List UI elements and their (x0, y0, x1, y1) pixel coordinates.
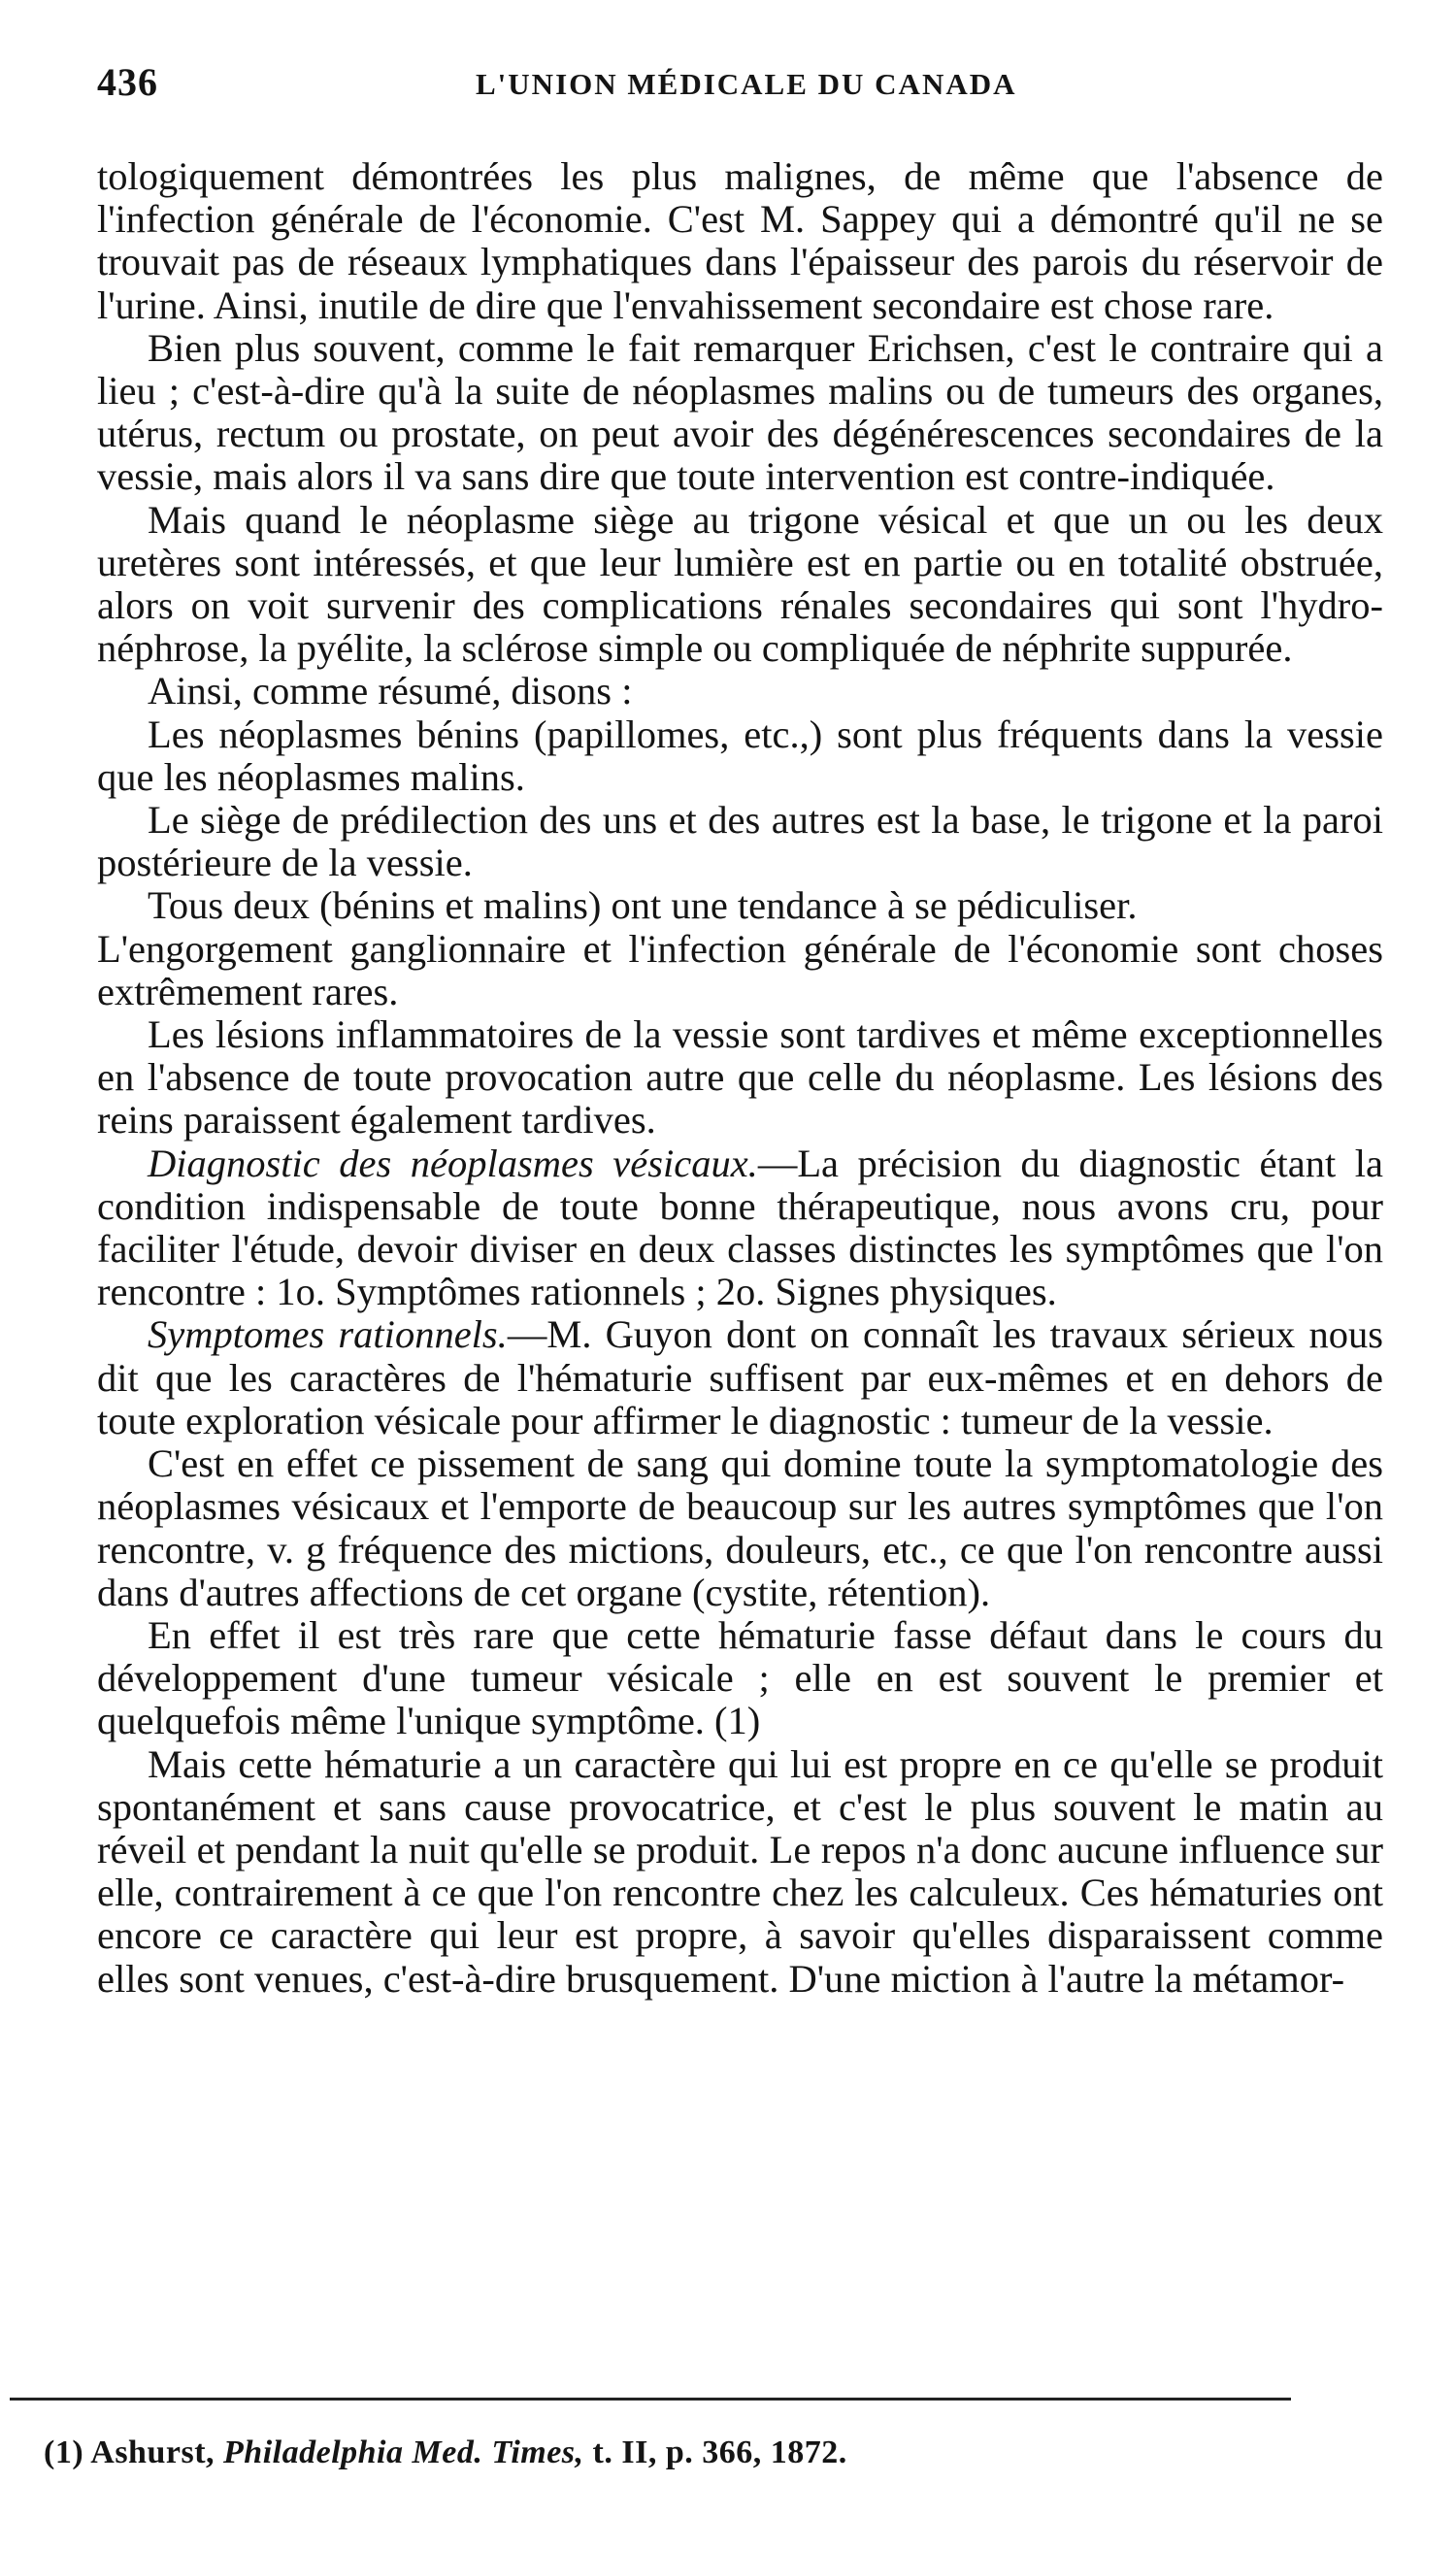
footnote (44, 2434, 847, 2471)
paragraph-text: Ainsi, comme résumé, disons : (148, 669, 633, 713)
paragraph (97, 499, 1383, 671)
paragraph-text: Les lésions inflammatoires de la vessie sont tardives et même exceptionnelles en l'absence de toute provocation autre que celle du néoplasme. Les lésions des reins paraissent également tardives. (97, 1012, 1383, 1143)
page-number: 436 (97, 60, 158, 104)
paragraph (97, 670, 1383, 712)
paragraph-text: —La précision du diagnostic étant la condition indispensable de toute bonne thérapeutique, nous avons cru, pour faciliter l'étude, devoir diviser en deux classes distinctes les symptômes que l'on rencontre : 1o. Symptômes rationnels ; 2o. Signes physiques. (97, 1141, 1383, 1314)
paragraph (97, 1013, 1383, 1143)
paragraph-text: Mais quand le néoplasme siège au trigone vésical et que un ou les deux uretères sont intéressés, et que leur lumière est en partie ou en totalité obstruée, alors on voit survenir des complications rénales secondaires qui sont l'hydro-néphrose, la pyélite, la sclérose simple ou compliquée de néphrite suppurée. (97, 497, 1383, 671)
paragraph (97, 799, 1383, 884)
paragraph (97, 884, 1383, 927)
section-heading: Diagnostic des néoplasmes vésicaux. (148, 1141, 758, 1185)
paragraph (97, 1442, 1383, 1614)
paragraph (97, 1743, 1383, 2001)
paragraph-text: C'est en effet ce pissement de sang qui domine toute la symptomatologie des néoplasmes vésicaux et l'emporte de beaucoup sur les autres symptômes que l'on rencontre, v. g fréquence des mictions, douleurs, etc., ce que l'on rencontre aussi dans d'autres affections de cet organe (cystite, rétention). (97, 1441, 1383, 1614)
paragraph-text: Le siège de prédilection des uns et des autres est la base, le trigone et la paroi postérieure de la vessie. (97, 798, 1383, 885)
paragraph-text: Bien plus souvent, comme le fait remarquer Erichsen, c'est le contraire qui a lieu ; c'est-à-dire qu'à la suite de néoplasmes malins ou de tumeurs des organes, utérus, rectum ou prostate, on peut avoir des dégénérescences secondaires de la vessie, mais alors il va sans dire que toute intervention est contre-indiquée. (97, 325, 1383, 499)
footnote-rule (10, 2398, 1291, 2401)
paragraph-text: Les néoplasmes bénins (papillomes, etc.,) sont plus fréquents dans la vessie que les néoplasmes malins. (97, 712, 1383, 799)
paragraph (97, 327, 1383, 499)
paragraph (97, 155, 1383, 327)
footnote-journal: Philadelphia Med. Times, (223, 2434, 584, 2470)
paragraph (97, 1313, 1383, 1442)
footnote-suffix: t. II, p. 366, 1872. (583, 2434, 847, 2470)
running-head: L'UNION MÉDICALE DU CANADA (476, 67, 1017, 101)
paragraph-text: L'engorgement ganglionnaire et l'infection générale de l'économie sont choses extrêmement rares. (97, 926, 1383, 1013)
footnote-prefix: (1) Ashurst, (44, 2434, 224, 2470)
paragraph (97, 928, 1383, 1013)
paragraph-text: En effet il est très rare que cette hématurie fasse défaut dans le cours du développement d'une tumeur vésicale ; elle en est souvent le premier et quelquefois même l'unique symptôme. (1) (97, 1612, 1383, 1743)
paragraph (97, 1614, 1383, 1743)
document-page (97, 53, 1403, 2001)
body-text (97, 155, 1383, 2001)
paragraph-text: —M. Guyon dont on connaît les travaux sérieux nous dit que les caractères de l'hématurie suffisent par eux-mêmes et en dehors de toute exploration vésicale pour affirmer le diagnostic : tumeur de la vessie. (97, 1312, 1384, 1442)
paragraph-text: Tous deux (bénins et malins) ont une tendance à se pédiculiser. (148, 883, 1138, 928)
paragraph-text: Mais cette hématurie a un caractère qui lui est propre en ce qu'elle se produit spontanément et sans cause provocatrice, et c'est le plus souvent le matin au réveil et pendant la nuit qu'elle se produit. Le repos n'a donc aucune influence sur elle, contrairement à ce que l'on rencontre chez les calculeux. Ces hématuries ont encore ce caractère qui leur est propre, à savoir qu'elles disparaissent comme elles sont venues, c'est-à-dire brusquement. D'une miction à l'autre la métamor- (97, 1741, 1383, 2001)
section-heading: Symptomes rationnels. (148, 1312, 508, 1357)
page-header (97, 53, 1403, 112)
paragraph (97, 713, 1383, 799)
paragraph-text: tologiquement démontrées les plus malignes, de même que l'absence de l'infection générale de l'économie. C'est M. Sappey qui a démontré qu'il ne se trouvait pas de réseaux lymphatiques dans l'épaisseur des parois du réservoir de l'urine. Ainsi, inutile de dire que l'envahissement secondaire est chose rare. (97, 154, 1383, 327)
paragraph (97, 1143, 1383, 1314)
